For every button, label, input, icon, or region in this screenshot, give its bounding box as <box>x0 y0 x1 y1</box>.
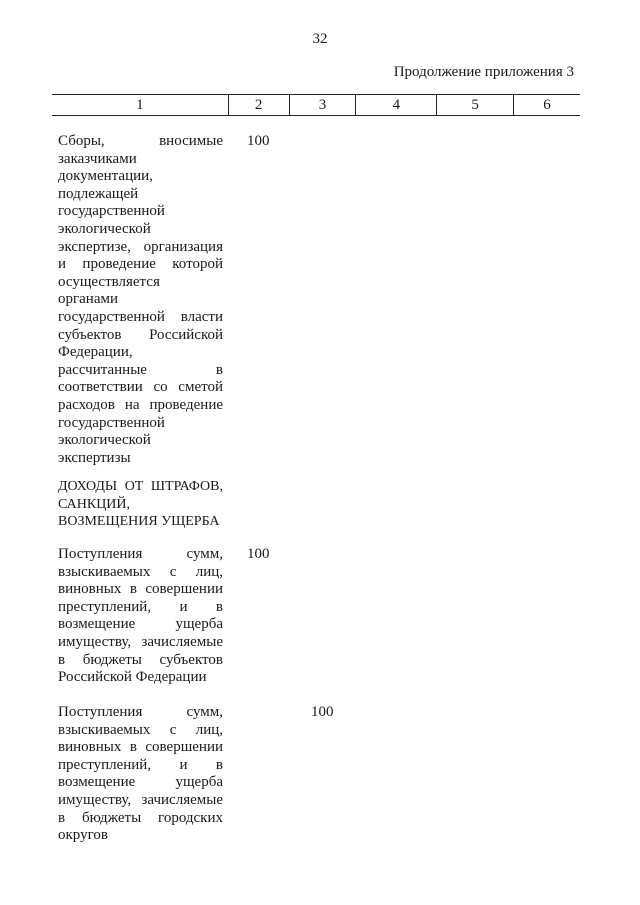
column-header-5: 5 <box>437 95 514 116</box>
table-row <box>58 133 223 467</box>
table-row <box>58 704 223 845</box>
column-header-4: 4 <box>356 95 437 116</box>
row-description: Поступления сумм, взыскиваемых с лиц, виновных в совершении преступлений, и в возмещение ущерба имуществу, зачисляемые в бюджеты субъектов Российской Федерации <box>58 546 223 686</box>
column-header-3: 3 <box>289 95 356 116</box>
row-description: Сборы, вносимые заказчиками документации, подлежащей государственной экологической экспертизе, организация и проведение которой осуществляется органами государственной власти субъектов Российской Федерации, рассчитанные в соответствии со сметой расходов на проведение государственной экологической экспертизы <box>58 133 223 466</box>
row-value-col3: 100 <box>311 704 334 720</box>
table-row <box>58 546 223 687</box>
page-number: 32 <box>312 31 328 47</box>
column-header-2: 2 <box>228 95 289 116</box>
row-value-col2: 100 <box>247 546 270 562</box>
column-header-1: 1 <box>52 95 228 116</box>
section-heading: ДОХОДЫ ОТ ШТРАФОВ, САНКЦИЙ, ВОЗМЕЩЕНИЯ УЩЕРБА <box>58 479 223 530</box>
appendix-note: Продолжение приложения 3 <box>393 64 574 80</box>
row-description: Поступления сумм, взыскиваемых с лиц, виновных в совершении преступлений, и в возмещение ущерба имуществу, зачисляемые в бюджеты городских округов <box>58 704 223 844</box>
column-header-6: 6 <box>514 95 580 116</box>
column-header-table <box>52 94 580 116</box>
column-header-row <box>52 95 580 116</box>
row-value-col2: 100 <box>247 133 270 149</box>
